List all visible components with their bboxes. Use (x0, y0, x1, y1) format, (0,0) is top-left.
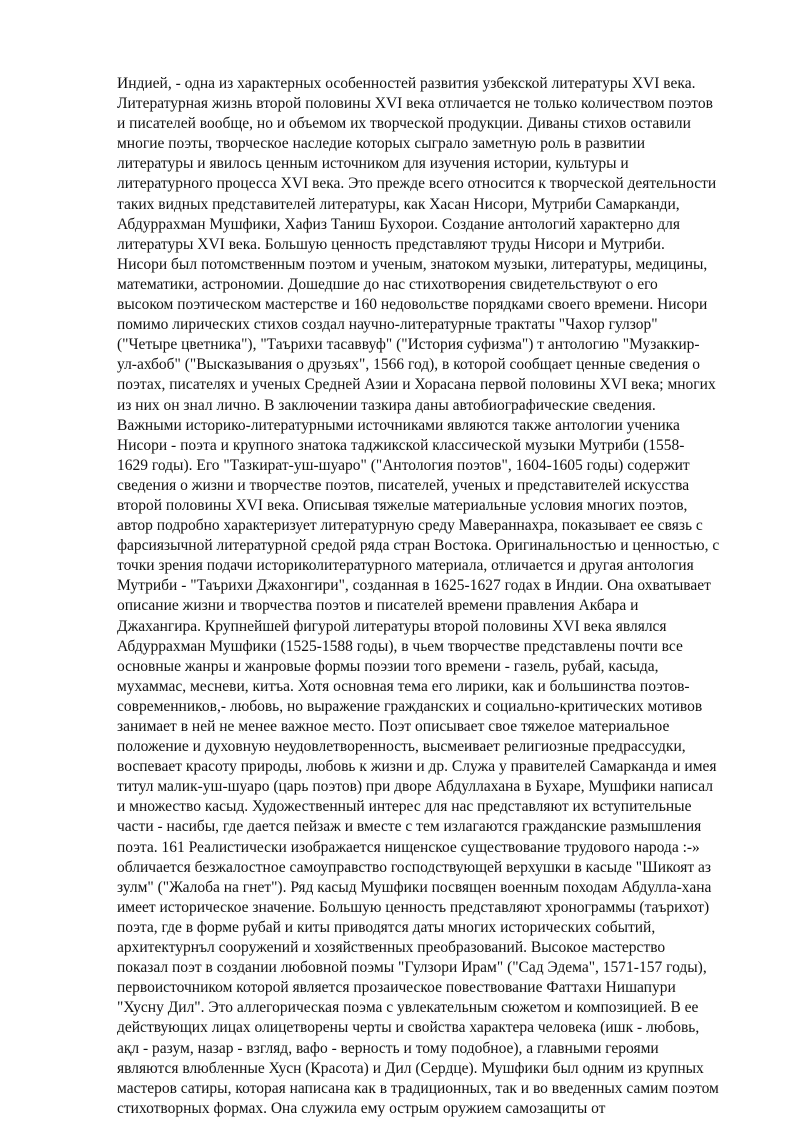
text-line: положение и духовную неудовлетворенность, высмеивает религиозные предрассудки, (117, 738, 686, 756)
text-line: описание жизни и творчества поэтов и писателей времени правления Акбара и (117, 597, 639, 615)
text-line: поэта, где в форме рубай и киты приводятся даты многих исторических событий, (117, 918, 656, 936)
text-line: занимает в ней не менее важное место. Поэт описывает свое тяжелое материальное (117, 718, 670, 735)
text-line: фарсиязычной литературной средой ряда стран Востока. Оригинальностью и ценностью, с (117, 537, 720, 555)
text-line: являются влюбленные Хусн (Красота) и Дил (Сердце). Мушфики был одним из крупных (117, 1059, 704, 1077)
text-line: математики, астрономии. Дошедшие до нас стихотворения свидетельствуют о его (117, 275, 658, 293)
text-line: Нисори был потомственным поэтом и ученым, знатоком музыки, литературы, медицины, (117, 255, 708, 273)
text-line: и писателей вообще, но и объемом их творческой продукции. Диваны стихов оставили (117, 115, 691, 133)
text-line: современников,- любовь, но выражение гражданских и социально-критических мотивов (117, 697, 703, 715)
text-line: Джахангира. Крупнейшей фигурой литературы второй половины XVI века являлся (117, 617, 667, 635)
text-line: "Хусну Дил". Это аллегорическая поэма с увлекательным сюжетом и композицией. В ее (117, 999, 699, 1017)
text-line: Индией, - одна из характерных особенностей развития узбекской литературы XVI века. (117, 75, 696, 92)
text-line: мастеров сатиры, которая написана как в традиционных, так и во введенных самим поэтом (117, 1079, 719, 1097)
text-line: титул малик-уш-шуаро (царь поэтов) при дворе Абдуллахана в Бухаре, Мушфики написал (117, 778, 713, 796)
text-line: первоисточником которой является прозаическое повествование Фаттахи Нишапури (117, 979, 676, 997)
text-line: показал поэт в создании любовной поэмы "Гулзори Ирам" ("Сад Эдема", 1571-157 годы), (117, 959, 707, 977)
text-line: ул-ахбоб" ("Высказывания о друзьях", 1566 год), в которой сообщает ценные сведения о (117, 356, 700, 374)
text-line: из них он знал лично. В заключении тазкира даны автобиографические сведения. (117, 396, 656, 414)
text-line: помимо лирических стихов создал научно-литературные трактаты "Чахор гулзор" (117, 316, 658, 334)
text-line: Литературная жизнь второй половины XVI века отличается не только количеством поэтов (117, 95, 713, 113)
text-line: имеет историческое значение. Большую ценность представляют хронограммы (таърихот) (117, 898, 710, 916)
text-line: литературного процесса XVI века. Это прежде всего относится к творческой деятельности (117, 175, 717, 193)
text-line: Абдуррахман Мушфики, Хафиз Таниш Бухорои. Создание антологий характерно для (117, 215, 681, 233)
text-line: архитектурнъл сооружений и хозяйственных преобразований. Высокое мастерство (117, 939, 666, 957)
text-line: зулм" ("Жалоба на гнет"). Ряд касыд Мушфики посвящен военным походам Абдулла-хана (117, 878, 712, 896)
text-line: таких видных представителей литературы, как Хасан Нисори, Мутриби Самарканди, (117, 195, 680, 213)
text-line: поэта. 161 Реалистически изображается нищенское существование трудового народа :-» (117, 838, 700, 856)
text-line: высоком поэтическом мастерстве и 160 недовольстве порядками своего времени. Нисори (117, 296, 708, 314)
text-line: многие поэты, творческое наследие которых сыграло заметную роль в развитии (117, 135, 645, 153)
text-line: воспевает красоту природы, любовь к жизни и др. Служа у правителей Самарканда и имея (117, 758, 717, 776)
text-line: литературы XVI века. Большую ценность представляют труды Нисори и Мутриби. (117, 235, 665, 253)
text-line: Нисори - поэта и крупного знатока таджикской классической музыки Мутриби (1558- (117, 436, 685, 454)
body-text (117, 74, 777, 1119)
text-line: точки зрения подачи историколитературного материала, отличается и другая антология (117, 557, 694, 575)
text-line: части - насибы, где дается пейзаж и вместе с тем излагаются гражданские размышления (117, 818, 702, 836)
text-line: 1629 годы). Его "Тазкират-уш-шуаро" ("Антология поэтов", 1604-1605 годы) содержит (117, 456, 690, 474)
text-line: ақл - разум, назар - взгляд, вафо - верность и тому подобное), а главными героями (117, 1039, 659, 1057)
text-line: Мутриби - "Таърихи Джахонгири", созданная в 1625-1627 годах в Индии. Она охватывает (117, 577, 711, 595)
text-line: обличается безжалостное самоуправство господствующей верхушки в касыде "Шикоят аз (117, 858, 711, 876)
text-line: стихотворных формах. Она служила ему острым оружием самозащиты от (117, 1099, 606, 1117)
text-line: автор подробно характеризует литературную среду Мавераннахра, показывает ее связь с (117, 517, 703, 535)
text-line: ("Четыре цветника"), "Таърихи тасаввуф" ("История суфизма") т антологию "Музаккир- (117, 336, 700, 354)
text-line: Важными историко-литературными источниками являются также антологии ученика (117, 416, 680, 434)
text-line: Абдуррахман Мушфики (1525-1588 годы), в чьем творчестве представлены почти все (117, 637, 683, 655)
text-line: и множество касыд. Художественный интерес для нас представляют их вступительные (117, 798, 692, 816)
text-line: второй половины XVI века. Описывая тяжелые материальные условия многих поэтов, (117, 496, 688, 514)
text-line: поэтах, писателях и ученых Средней Азии и Хорасана первой половины XVI века; многих (117, 376, 716, 394)
text-line: действующих лицах олицетворены черты и свойства характера человека (ишк - любовь, (117, 1019, 700, 1037)
text-line: сведения о жизни и творчестве поэтов, писателей, ученых и представителей искусства (117, 476, 690, 494)
text-line: литературы и явилось ценным источником для изучения истории, культуры и (117, 155, 629, 173)
text-line: основные жанры и жанровые формы поэзии того времени - газель, рубай, касыда, (117, 657, 659, 675)
text-line: мухаммас, месневи, китъа. Хотя основная тема его лирики, как и большинства поэтов- (117, 677, 690, 695)
